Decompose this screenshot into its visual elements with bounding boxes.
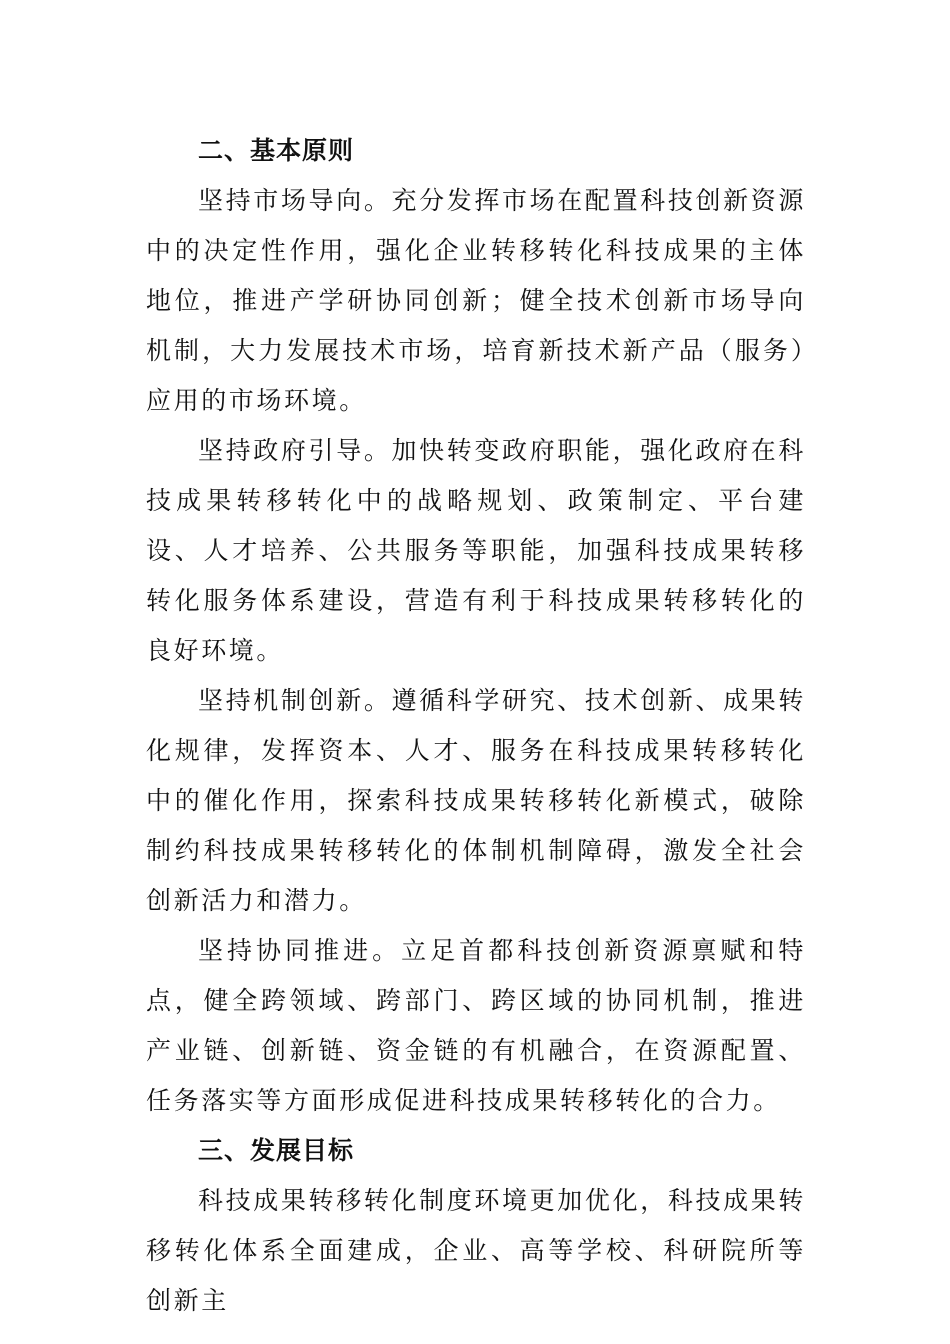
paragraph-coordinated-advancement: 坚持协同推进。立足首都科技创新资源禀赋和特点，健全跨领域、跨部门、跨区域的协同机制，推进产业链、创新链、资金链的有机融合，在资源配置、任务落实等方面形成促进科技成果转移转化的合力。 — [146, 936, 806, 1115]
paragraph-goals-intro: 科技成果转移转化制度环境更加优化，科技成果转移转化体系全面建成，企业、高等学校、科研院所等创新主 — [146, 1186, 806, 1315]
section-heading-basic-principles: 二、基本原则 — [198, 136, 355, 165]
section-heading-development-goals: 三、发展目标 — [198, 1136, 355, 1165]
document-body — [146, 126, 806, 1326]
paragraph-mechanism-innovation: 坚持机制创新。遵循科学研究、技术创新、成果转化规律，发挥资本、人才、服务在科技成果转移转化中的催化作用，探索科技成果转移转化新模式，破除制约科技成果转移转化的体制机制障碍，激发全社会创新活力和潜力。 — [146, 686, 806, 915]
paragraph-government-guidance: 坚持政府引导。加快转变政府职能，强化政府在科技成果转移转化中的战略规划、政策制定、平台建设、人才培养、公共服务等职能，加强科技成果转移转化服务体系建设，营造有利于科技成果转移转化的良好环境。 — [146, 436, 806, 665]
paragraph-market-orientation: 坚持市场导向。充分发挥市场在配置科技创新资源中的决定性作用，强化企业转移转化科技成果的主体地位，推进产学研协同创新；健全技术创新市场导向机制，大力发展技术市场，培育新技术新产品（服务）应用的市场环境。 — [146, 186, 806, 415]
